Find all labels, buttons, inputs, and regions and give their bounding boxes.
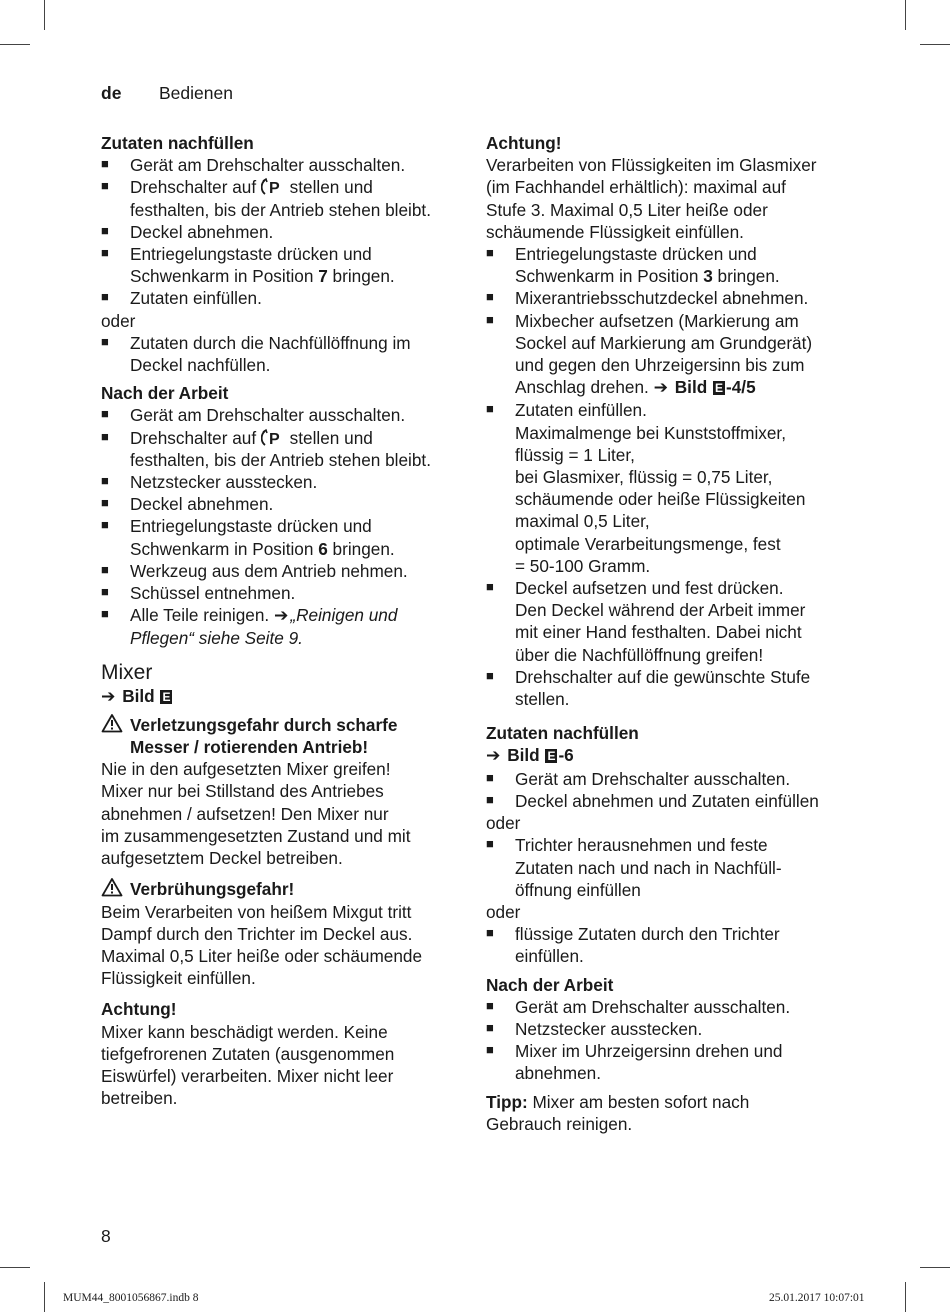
crop-mark (905, 0, 906, 30)
page-number: 8 (101, 1226, 111, 1246)
arrow-right-icon: ➔ (273, 606, 289, 627)
left-column (101, 132, 471, 1109)
list-item: ■ Deckel abnehmen. (101, 221, 471, 243)
list-item: ■ Alle Teile reinigen. ➔ „Reinigen und Pflegen“ siehe Seite 9. (101, 604, 471, 649)
list-item: ■ Deckel aufsetzen und fest drücken. Den Deckel während der Arbeit immer mit einer Hand festhalten. Dabei nicht über die Nachfüllöffnung greifen! (486, 577, 861, 666)
mixer-heading: Mixer (101, 660, 153, 684)
print-slug-date: 25.01.2017 10:07:01 (769, 1292, 865, 1304)
list-item: ■ Deckel abnehmen. (101, 493, 471, 515)
list-item: ■ Gerät am Drehschalter ausschalten. (101, 404, 471, 426)
arrow-right-icon: ➔ (653, 378, 668, 399)
arrow-right-icon: ➔ (101, 686, 116, 707)
list-item: ■ Zutaten einfüllen. (101, 287, 471, 309)
figure-label-box: E (715, 381, 724, 396)
figure-reference: ➔ Bild E -6 (486, 745, 574, 767)
refill-heading: Zutaten nachfüllen (486, 723, 639, 744)
list-item: ■ Drehschalter auf P stellen und festhalten, bis der Antrieb stehen bleibt. (101, 427, 471, 471)
crop-mark (905, 1282, 906, 1312)
after-work-heading: Nach der Arbeit (486, 974, 614, 995)
svg-text:P: P (268, 430, 280, 448)
list-item: ■ Mixbecher aufsetzen (Markierung am Sockel auf Markierung am Grundgerät) und gegen den Uhrzeigersinn bis zum Anschlag drehen. ➔ Bild E -4/5 (486, 310, 861, 400)
list-item: ■ Mixer im Uhrzeigersinn drehen und abnehmen. (486, 1040, 861, 1084)
crop-mark (44, 1282, 45, 1312)
warning-triangle-icon (101, 713, 123, 733)
list-item: ■ Netzstecker ausstecken. (101, 471, 471, 493)
list-item: ■ Zutaten einfüllen. Maximalmenge bei Kunststoffmixer, flüssig = 1 Liter, bei Glasmixer, flüssig = 0,75 Liter, schäumende oder heiße Flüssigkeiten maximal 0,5 Liter, optimale Verarbeitungsmenge, fest = 50-100 Gramm. (486, 399, 861, 577)
caution-heading: Achtung! (486, 133, 562, 153)
crop-mark (920, 1267, 950, 1268)
oder-text: oder (486, 901, 521, 922)
list-item: ■ Mixerantriebsschutzdeckel abnehmen. (486, 287, 861, 309)
list-item: ■ Drehschalter auf P stellen und festhalten, bis der Antrieb stehen bleibt. (101, 176, 471, 220)
crop-mark (0, 44, 30, 45)
list-item: ■ Trichter herausnehmen und feste Zutaten nach und nach in Nachfüll- öffnung einfüllen (486, 834, 861, 901)
crop-mark (0, 1267, 30, 1268)
warning-triangle-icon (101, 877, 123, 897)
paragraph: Beim Verarbeiten von heißem Mixgut tritt Dampf durch den Trichter im Deckel aus. Maximal 0,5 Liter heiße oder schäumende Flüssigkeit einfüllen. (101, 901, 422, 989)
section-title: Bedienen (159, 83, 233, 103)
caution-heading: Achtung! (101, 999, 177, 1020)
list-item: ■ flüssige Zutaten durch den Trichter einfüllen. (486, 923, 861, 967)
svg-text:P: P (268, 180, 280, 198)
list-item: ■ Zutaten durch die Nachfüllöffnung im Deckel nachfüllen. (101, 332, 471, 376)
warning-block: Verletzungsgefahr durch scharfe Messer / rotierenden Antrieb! (101, 714, 471, 758)
tip-label: Tipp: (486, 1091, 528, 1112)
pulse-switch-icon (261, 177, 285, 197)
oder-text: oder (486, 813, 521, 834)
print-slug-file: MUM44_8001056867.indb 8 (63, 1292, 199, 1304)
pulse-switch-icon (261, 428, 285, 448)
oder-text: oder (101, 310, 136, 331)
list-item: ■ Entriegelungstaste drücken und Schwenkarm in Position 3 bringen. (486, 243, 861, 287)
list-item: ■ Deckel abnehmen und Zutaten einfüllen (486, 790, 861, 812)
crop-mark (44, 0, 45, 30)
refill-heading: Zutaten nachfüllen (101, 133, 254, 153)
list-item: ■ Netzstecker ausstecken. (486, 1018, 861, 1040)
paragraph: Nie in den aufgesetzten Mixer greifen! Mixer nur bei Stillstand des Antriebes abnehmen / aufsetzen! Den Mixer nur im zusammengesetzten Zustand und mit aufgesetztem Deckel betreiben. (101, 759, 411, 869)
list-item: ■ Drehschalter auf die gewünschte Stufe stellen. (486, 666, 861, 710)
figure-reference: ➔ Bild E -4/5 (653, 377, 756, 399)
arrow-right-icon: ➔ (486, 746, 501, 767)
crop-mark (920, 44, 950, 45)
warning-block: Verbrühungsgefahr! (101, 878, 471, 900)
after-work-heading: Nach der Arbeit (101, 383, 229, 404)
page-header (101, 82, 233, 104)
list-item: ■ Werkzeug aus dem Antrieb nehmen. (101, 560, 471, 582)
list-item: ■ Schüssel entnehmen. (101, 582, 471, 604)
tip-paragraph: Tipp: Mixer am besten sofort nach Gebrauch reinigen. (486, 1091, 750, 1134)
list-item: ■ Entriegelungstaste drücken und Schwenkarm in Position 6 bringen. (101, 515, 471, 559)
cross-reference-link[interactable]: „Reinigen und (290, 605, 398, 626)
paragraph: Mixer kann beschädigt werden. Keine tiefgefrorenen Zutaten (ausgenommen Eiswürfel) verarbeiten. Mixer nicht leer betreiben. (101, 1021, 395, 1109)
list-item: ■ Entriegelungstaste drücken und Schwenkarm in Position 7 bringen. (101, 243, 471, 287)
paragraph: Verarbeiten von Flüssigkeiten im Glasmixer (im Fachhandel erhältlich): maximal auf Stufe 3. Maximal 0,5 Liter heiße oder schäumende Flüssigkeit einfüllen. (486, 155, 817, 242)
figure-label-box: E (547, 749, 556, 764)
figure-reference: ➔ Bild E (101, 685, 171, 707)
list-item: ■ Gerät am Drehschalter ausschalten. (486, 768, 861, 790)
right-column (486, 132, 861, 1135)
list-item: ■ Gerät am Drehschalter ausschalten. (486, 996, 861, 1018)
figure-label-box: E (162, 689, 171, 704)
language-code: de (101, 83, 122, 103)
list-item: ■ Gerät am Drehschalter ausschalten. (101, 154, 471, 176)
